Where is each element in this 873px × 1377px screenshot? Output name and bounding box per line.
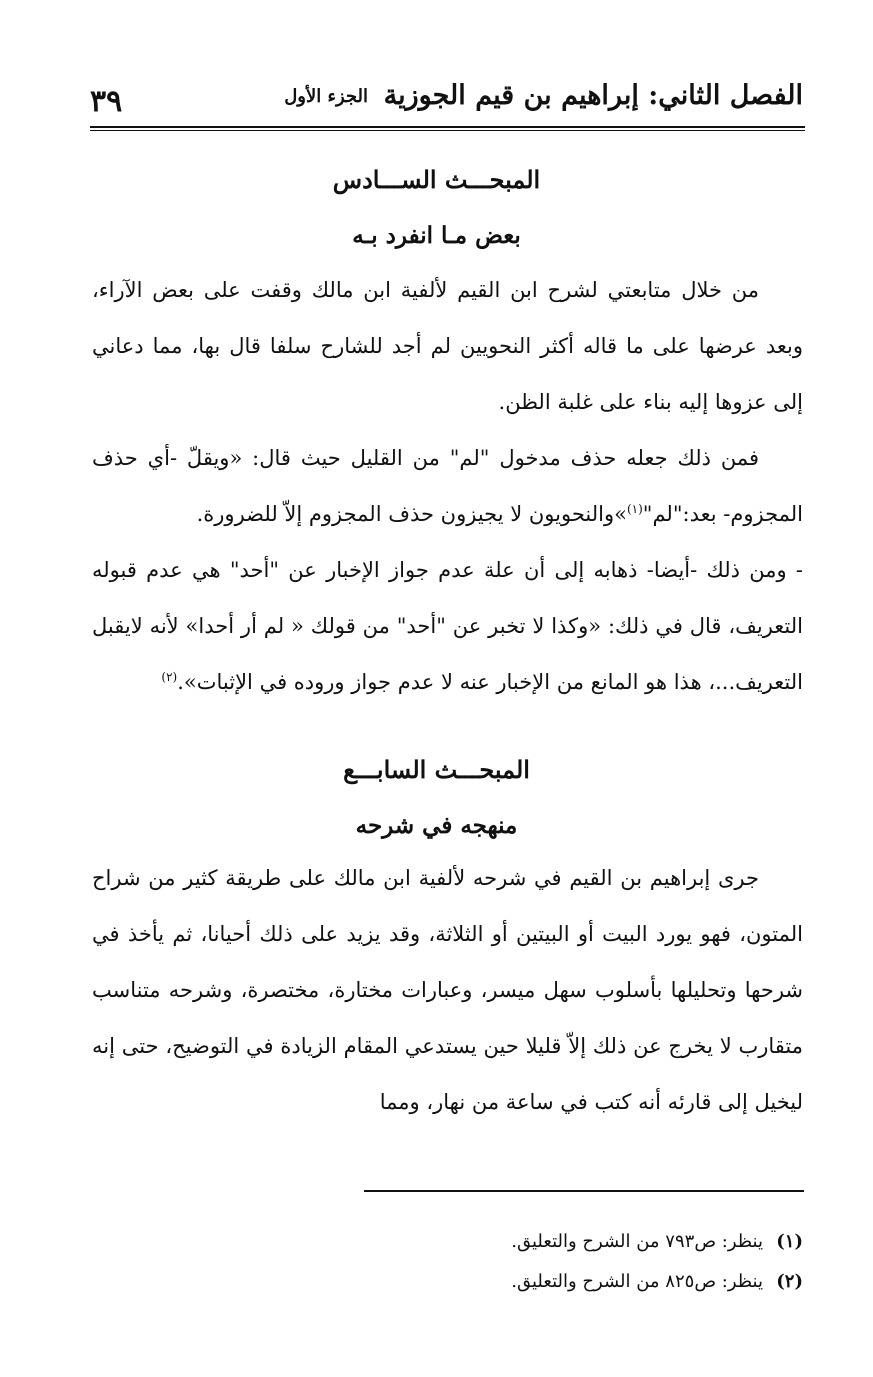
paragraph-text: »والنحويون لا يجيزون حذف المجزوم إلاّ للضرورة. — [196, 502, 627, 526]
section-6-subtitle: بعض مـا انفرد بـه — [352, 222, 521, 249]
paragraph-text: فمن ذلك جعله حذف مدخول "لم" من القليل حيث قال: «ويقلّ -أي حذف المجزوم- بعد:"لم" — [92, 446, 803, 526]
paragraph: من خلال متابعتي لشرح ابن القيم لألفية ابن مالك وقفت على بعض الآراء، وبعد عرضها على ما قاله أكثر النحويين لم أجد للشارح سلفا قال بها، مما دعاني إلى عزوها إليه بناء على غلبة الظن. — [92, 278, 803, 414]
footnote-text: ينظر: ص٧٩٣ من الشرح والتعليق. — [511, 1231, 763, 1252]
footnote-separator — [364, 1190, 804, 1192]
section-7-title: المبحـــث السابـــع — [343, 755, 530, 784]
footnote-item — [511, 1262, 803, 1302]
part-label: الجزء الأول — [284, 86, 368, 107]
footnote-item — [511, 1222, 803, 1262]
header-rule — [90, 126, 805, 128]
footnote-number: (٢) — [776, 1271, 803, 1292]
paragraph — [92, 430, 803, 542]
footnote-number: (١) — [776, 1231, 803, 1252]
footnote-ref: (٢) — [161, 670, 178, 684]
section-6-title: المبحـــث الســـادس — [332, 165, 541, 194]
page-number: ٣٩ — [90, 84, 123, 119]
paragraph — [92, 542, 803, 710]
header-rule-thin — [90, 130, 805, 131]
paragraph: جرى إبراهيم بن القيم في شرحه لألفية ابن مالك على طريقة كثير من شراح المتون، فهو يورد البيت أو البيتين أو الثلاثة، وقد يزيد على ذلك أحيانا، ثم يأخذ في شرحها وتحليلها بأسلوب سهل ميسر، وعبارات مختارة، مختصرة، وشرحه متناسب متقارب لا يخرج عن ذلك إلاّ قليلا حين يستدعي المقام الزيادة في التوضيح، حتى إنه ليخيل إلى قارئه أنه كتب في ساعة من نهار، ومما — [92, 866, 803, 1114]
paragraph-text: - ومن ذلك -أيضا- ذهابه إلى أن علة عدم جواز الإخبار عن "أحد" هي عدم قبوله التعريف، قال في ذلك: «وكذا لا تخبر عن "أحد" من قولك « لم أر أحدا» لأنه لايقبل التعريف...، هذا هو المانع من الإخبار عنه لا عدم جواز وروده في الإثبات». — [92, 558, 803, 694]
section-7-subtitle: منهجه في شرحه — [355, 812, 518, 839]
chapter-title: الفصل الثاني: إبراهيم بن قيم الجوزية — [383, 80, 803, 111]
footnote-text: ينظر: ص٨٢٥ من الشرح والتعليق. — [511, 1271, 763, 1292]
footnotes — [511, 1222, 803, 1302]
running-header — [90, 72, 803, 132]
footnote-ref: (١) — [626, 502, 643, 516]
